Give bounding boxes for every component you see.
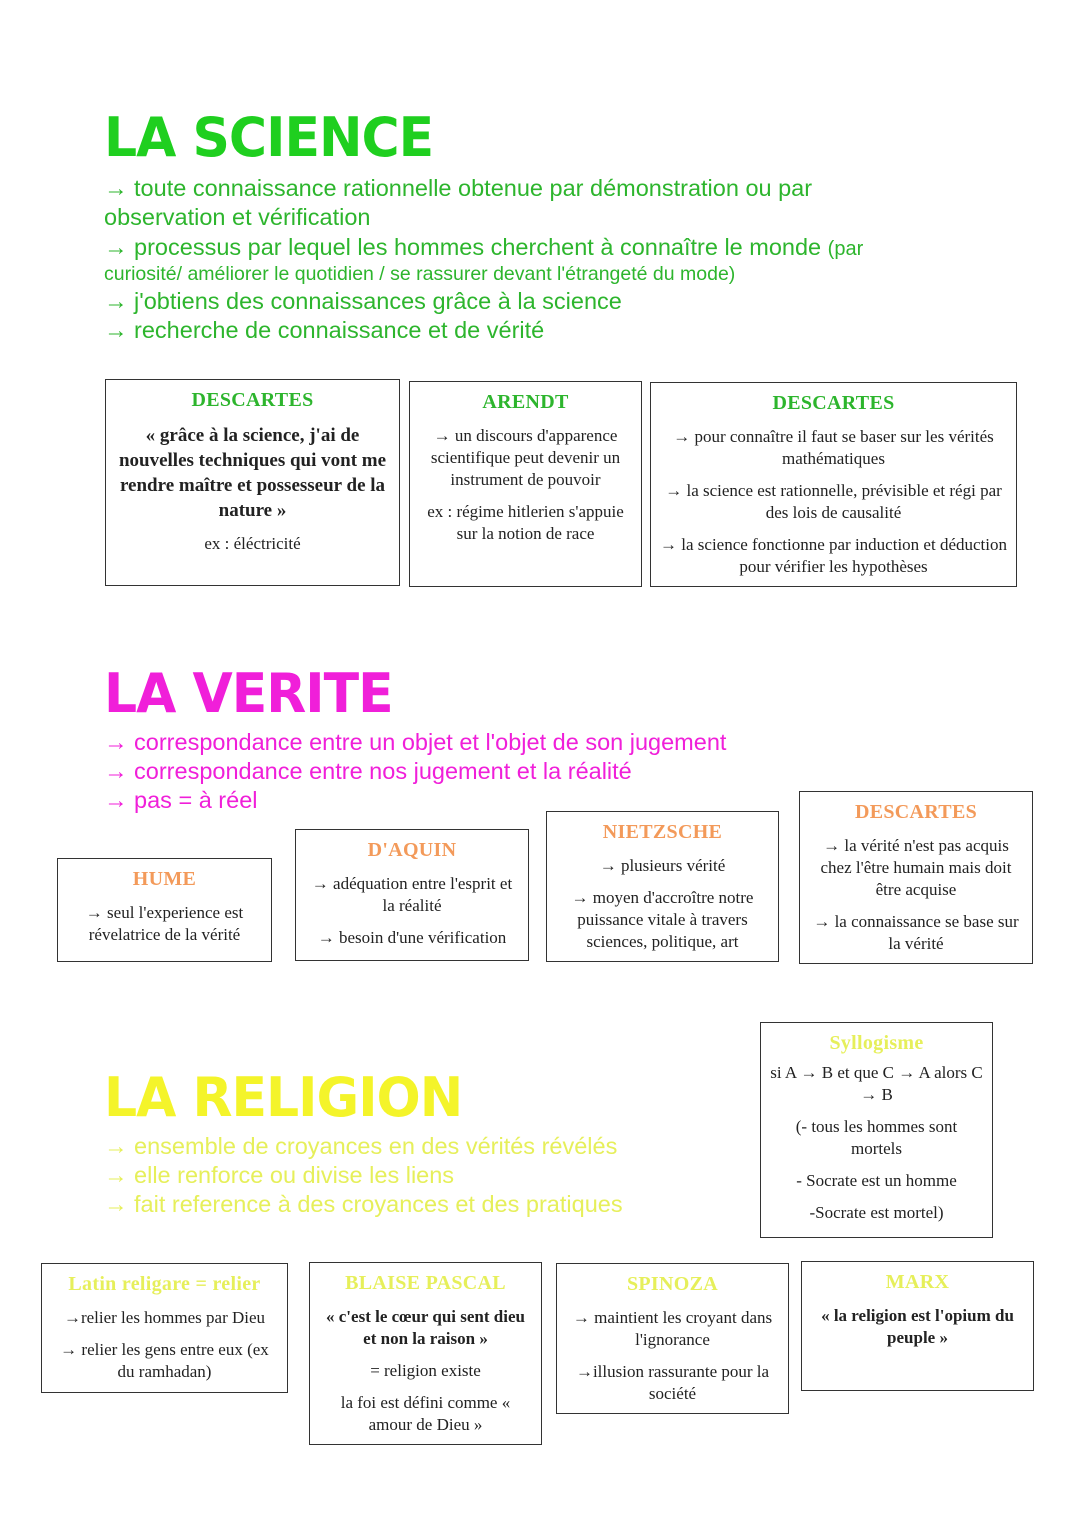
box-name: Syllogisme: [829, 1032, 924, 1054]
box-quote: « c'est le cœur qui sent dieu et non la raison »: [326, 1307, 525, 1348]
box-text-1: → un discours d'apparence scientifique peut devenir un instrument de pouvoir: [430, 426, 621, 489]
box-text-2: (- tous les hommes sont mortels: [795, 1117, 958, 1158]
science-line-3-par: (par: [827, 238, 864, 260]
science-box-descartes-2: [650, 382, 1017, 587]
box-name: Latin religare = relier: [68, 1273, 261, 1295]
verite-title: LA VERITE: [104, 662, 393, 726]
box-text-2: → la connaissance se base sur la vérité: [813, 912, 1019, 953]
religion-box-marx: [801, 1261, 1034, 1391]
box-text-2: → besoin d'une vérification: [317, 928, 507, 947]
religion-box-latin: [41, 1263, 288, 1393]
box-text-4: -Socrate est mortel): [809, 1203, 944, 1222]
religion-box-syllogisme: [760, 1022, 993, 1238]
verite-line-1: → correspondance entre un objet et l'objet de son jugement: [104, 729, 727, 755]
box-text-2: → moyen d'accroître notre puissance vitale à travers sciences, politique, art: [571, 888, 754, 951]
box-text-2: → la science est rationnelle, prévisible et régi par des lois de causalité: [665, 481, 1002, 522]
box-text-2: la foi est défini comme « amour de Dieu »: [340, 1393, 511, 1434]
box-note: ex : éléctricité: [204, 534, 301, 553]
box-text-2: → relier les gens entre eux (ex du ramhadan): [60, 1340, 269, 1381]
box-text-1: → seul l'experience est révelatrice de la vérité: [85, 903, 244, 944]
box-text-3: - Socrate est un homme: [796, 1171, 957, 1190]
science-line-6: → recherche de connaissance et de vérité: [104, 317, 545, 343]
box-text-1: → maintient les croyant dans l'ignorance: [572, 1308, 773, 1349]
verite-line-2: → correspondance entre nos jugement et la réalité: [104, 758, 632, 784]
box-name: BLAISE PASCAL: [345, 1272, 506, 1294]
verite-box-daquin: [295, 829, 529, 961]
box-text-1: → adéquation entre l'esprit et la réalité: [311, 874, 513, 915]
science-line-3-main: → processus par lequel les hommes cherchent à connaître le monde: [104, 234, 822, 260]
box-name: MARX: [885, 1271, 950, 1293]
verite-box-nietzsche: [546, 811, 779, 962]
box-text-1: → pour connaître il faut se baser sur les vérités mathématiques: [673, 427, 994, 468]
box-text-3: → la science fonctionne par induction et déduction pour vérifier les hypothèses: [660, 535, 1007, 576]
science-line-3: [104, 234, 863, 261]
box-text-1: →relier les hommes par Dieu: [63, 1308, 266, 1327]
verite-line-3: → pas = à réel: [104, 787, 258, 813]
verite-box-descartes: [799, 791, 1033, 964]
science-title: LA SCIENCE: [104, 106, 434, 170]
religion-line-1: → ensemble de croyances en des vérités révélés: [104, 1133, 618, 1159]
box-quote: « grâce à la science, j'ai de nouvelles techniques qui vont me rendre maître et possesseur de la nature »: [118, 425, 387, 521]
verite-box-hume: [57, 858, 272, 962]
science-line-2: observation et vérification: [104, 204, 371, 230]
box-text-2: ex : régime hitlerien s'appuie sur la notion de race: [427, 502, 624, 543]
box-name: HUME: [132, 868, 197, 890]
science-box-descartes-1: [105, 379, 400, 586]
box-text-1: = religion existe: [370, 1361, 481, 1380]
science-line-4: curiosité/ améliorer le quotidien / se rassurer devant l'étrangeté du mode): [104, 263, 736, 285]
box-text-1: → la vérité n'est pas acquis chez l'être humain mais doit être acquise: [820, 836, 1012, 899]
box-name: NIETZSCHE: [602, 821, 723, 843]
box-name: DESCARTES: [854, 801, 978, 823]
box-name: D'AQUIN: [367, 839, 457, 861]
box-name: DESCARTES: [772, 392, 895, 414]
box-text-1: si A → B et que C → A alors C → B: [770, 1063, 983, 1104]
religion-box-spinoza: [556, 1263, 789, 1414]
religion-line-2: → elle renforce ou divise les liens: [104, 1162, 455, 1188]
box-name: DESCARTES: [191, 389, 314, 411]
box-text-2: →illusion rassurante pour la société: [575, 1362, 770, 1403]
box-quote: « la religion est l'opium du peuple »: [821, 1306, 1014, 1347]
box-text-1: → plusieurs vérité: [599, 856, 726, 875]
religion-box-pascal: [309, 1262, 542, 1445]
box-name: SPINOZA: [626, 1273, 718, 1295]
religion-title: LA RELIGION: [104, 1066, 463, 1130]
science-box-arendt: [409, 381, 642, 587]
science-line-5: → j'obtiens des connaissances grâce à la science: [104, 288, 622, 314]
box-name: ARENDT: [482, 391, 569, 413]
religion-line-3: → fait reference à des croyances et des pratiques: [104, 1191, 623, 1217]
science-line-1: → toute connaissance rationnelle obtenue par démonstration ou par: [104, 175, 813, 201]
